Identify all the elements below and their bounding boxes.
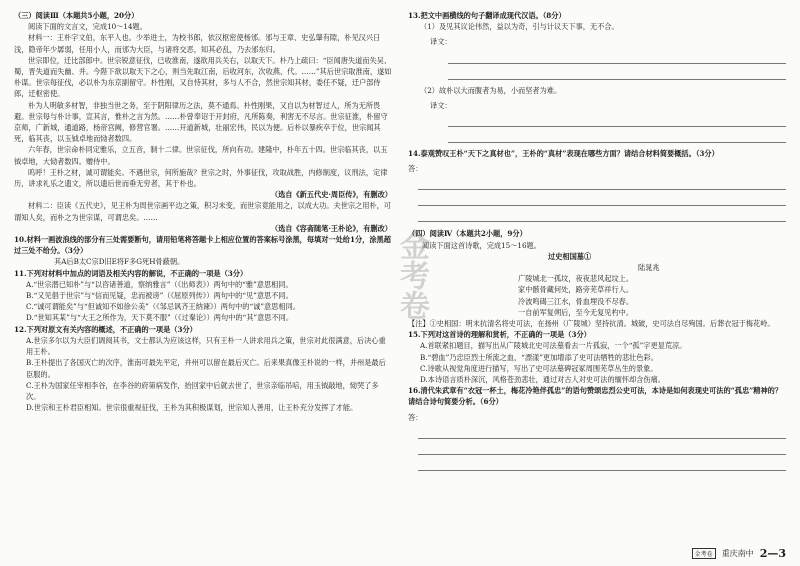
option: B.王朴提出了各国灭亡的次序，淮南可最先平定，并州可以留在最后灭亡。后来果真像王朴说的一样，并州是最后臣服的。: [26, 358, 386, 379]
answer-line[interactable]: [418, 179, 786, 190]
page-footer: [692, 547, 786, 560]
school-name: 重庆南中: [721, 549, 754, 558]
instruction: 阅读下面这首诗歌，完成15～16题。: [422, 240, 541, 250]
poem-author: 陆晁兆: [638, 263, 660, 273]
option: D.“世知其某”与“大王之所作为，天下莫不服”（《过秦论》）两句中的“其”意思不同。: [26, 313, 294, 323]
material-para: 呜呼！王朴之材，诚可谓能矣。不遇世宗，何所施哉？世宗之时，外事征伐，攻取战胜，内修制度，议刑法，定律历，讲求礼乐之遗文，所以遗后世而垂无穷者，其于朴也。: [14, 167, 388, 189]
poem: [408, 251, 786, 318]
question-16: 16.清代朱武章有“衣冠一杯土，梅花冷艳伴孤忠”的语句赞颂忠烈公史可法，本诗是如何表现史可法的“孤忠”精神的？请结合诗句简要分析。（6分）: [408, 386, 783, 407]
question-13: 13.把文中画横线的句子翻译成现代汉语。（8分）: [408, 11, 566, 20]
poem-note: 【注】①史相国：明末抗清名将史可法，在扬州（广陵城）坚持抗清。城破，史可法自尽殉国。后葬衣冠于梅花岭。: [408, 319, 775, 329]
section-title: （四）阅读Ⅳ（本题共2小题，9分）: [408, 229, 527, 239]
poem-line: 广陵城北一孤坟，夜夜悲风起坟上。: [518, 274, 634, 284]
page-number: 2—3: [759, 547, 786, 560]
poem-line: 冷波鸣碣三江水，骨血埋没不尽春。: [518, 296, 634, 306]
answer-label: 答：: [408, 412, 423, 422]
question-12: 12.下列对原文有关内容的概述，不正确的一项是（3分）: [14, 324, 197, 334]
answer-line[interactable]: [448, 69, 786, 80]
option: A.世宗多尔以为大臣们调阅其书，文士都认为应该这样，只有王朴一人讲求用兵之策，世宗对此很满意，后决心重用王朴。: [26, 335, 386, 357]
watermark: 金考卷: [394, 230, 429, 320]
source-note: （选自《容斋随笔·王朴论》，有删改）: [270, 223, 392, 233]
answer-line[interactable]: [448, 132, 786, 143]
answer-line[interactable]: [418, 195, 786, 206]
option: B.“碧血”乃忠臣烈士所流之血，“漂漾”更加增添了史可法牺牲的悲壮色彩。: [420, 352, 658, 362]
answer-line[interactable]: [418, 428, 786, 439]
left-column: [14, 10, 392, 413]
option: A.首联紧扣题目，描写出从广陵城北史可法墓看去一片孤寂，一个“孤”字更显荒凉。: [420, 341, 687, 351]
option: B.“又见倡于世宗”与“信而见疑，忠而被谤”（《屈原列传》）两句中的“见”意思不同。: [26, 291, 293, 301]
question-13-2: （2）故朴以大而腹者为易，小而坚者为难。: [420, 85, 562, 95]
question-10: 10.材料一画波浪线的部分有三处需要断句，请用铅笔将答题卡上相应位置的答案标号涂黑，每填对一处给1分，涂黑超过三处不给分。（3分）: [14, 235, 391, 256]
option: C.王朴为国家任宰相李谷，在李谷的府第病发作，抬回家中后就去世了，世宗亲临吊唁，用玉钺敲地，恸哭了多次。: [26, 380, 379, 401]
material-para: 世宗即位，迁比部郎中。世宗锐意征伐，已收淮南，遂欲用兵关右，以取天下。朴乃上疏曰：“臣闻唐失道而失吴、蜀，晋失道而失幽、并。今陛下欲以取天下之心，则当先取江南，后收河东，次收燕、代。……”其后世宗取淮南，遂如朴谋。世宗每征伐，必以朴为东京副留守。朴性刚，又自恃其材，多与人不合，然世宗知其材，委任不疑，迁户部侍郎，迁枢密使。: [14, 55, 392, 99]
question-15: 15.下列对这首诗的理解和赏析，不正确的一项是（3分）: [408, 330, 591, 340]
right-column: [408, 10, 786, 471]
option: C.诗歌从视觉角度进行描写，写出了史可法墓碑冠冢周围芜草丛生的景象。: [420, 363, 658, 373]
question-11: 11.下列对材料中加点的词语及相关内容的解说，不正确的一项是（3分）: [14, 268, 248, 278]
answer-line[interactable]: [418, 444, 786, 455]
poem-title: 过史相国墓①: [548, 251, 592, 261]
question-14: 14.泰观赞叹王朴“天下之真材也”，王朴的“真材”表现在哪些方面？请结合材料简要概括。（3分）: [408, 149, 719, 159]
option: A.“世宗潜已知朴”与“以咨诸善道，察纳雅言”（《出师表》）两句中的“雅”意思相同。: [26, 279, 293, 289]
publisher-logo: 金考卷: [692, 548, 716, 559]
answer-line[interactable]: [448, 116, 786, 127]
translation-label: 译文：: [430, 37, 452, 47]
poem-line: 一自前军复朔后，至今无复见杓中。: [518, 307, 634, 317]
option: D.世宗和王朴君臣相知。世宗很重视征伐，王朴为其积极谋划，世宗知人善用，让王朴充分发挥了才能。: [26, 403, 358, 413]
material-para: 六年春，世宗命朴同定雅乐，立五音，制十二律。世宗征伐，所向有功。建隆中，朴年五十四。世宗临其丧，以玉钺卓地，大恸者数四。赠侍中。: [14, 145, 388, 166]
material-para: 朴为人明敏多材智，非独当世之务，至于阴阳律历之法，莫不通焉。朴性刚果，又自以为材智过人，所为无所畏避。世宗每与朴计事，宣其言，惟朴之言为然。……朴曾奉诏于开封府，凡所陈奏，利害无不尽言。世宗征淮，朴留守京师，广新城，通道路，杨帝宫阙，修营官署。……开道新城，壮丽宏伟，民以为便。后朴以暴疾卒于位，世宗闻其死，临其丧，以玉钺卓地而恸者数四。: [14, 100, 388, 144]
instruction: 阅读下面的文言文，完成10～14题。: [28, 22, 147, 32]
option: C.“诚可谓能矣”与“但诚知不如徐公美”（《邹忌讽齐王纳谏》）两句中的“诚”意思相同。: [26, 302, 300, 312]
material-one-para: 材料一：王朴字文伯，东平人也。少举进士，为校书郎，依汉枢密使杨邠。邠与王章、史弘肇有隙，朴见汉兴日浅，隐帝年少孱弱，任用小人，而邠为大臣，与诸将交恶，知其必乱，乃去邠东归。: [14, 33, 381, 54]
question-10-sentence: 其A后B太C宗D旧E将F多G死H骨蔽朝。: [54, 257, 185, 267]
option: D.本诗语言质朴深沉，风格苍劲悲壮，通过对古人对史可法的缅怀却含伤痛。: [420, 375, 665, 385]
translation-label: 译文：: [430, 100, 452, 110]
question-13-1: （1）及见其议论伟然，益以为奇，引与计议天下事，无不合。: [420, 22, 619, 32]
material-two-para: 材料二：臣读《五代史》，见王朴为周世宗画平边之策，积习未变，而世宗竟能用之，以成大功。夫世宗之用朴，可谓知人矣，而朴之为世宗谋，可谓忠矣。……: [14, 201, 391, 222]
poem-line: 家中骸骨藏何处，路旁芜草祥行人。: [518, 285, 634, 295]
answer-line[interactable]: [448, 53, 786, 64]
answer-line[interactable]: [418, 460, 786, 471]
answer-label: 答：: [408, 164, 423, 174]
section-title: （三）阅读Ⅲ（本题共5小题，20分）: [14, 11, 139, 20]
answer-line[interactable]: [418, 211, 786, 222]
source-note: （选自《新五代史·周臣传》，有删改）: [270, 190, 392, 200]
